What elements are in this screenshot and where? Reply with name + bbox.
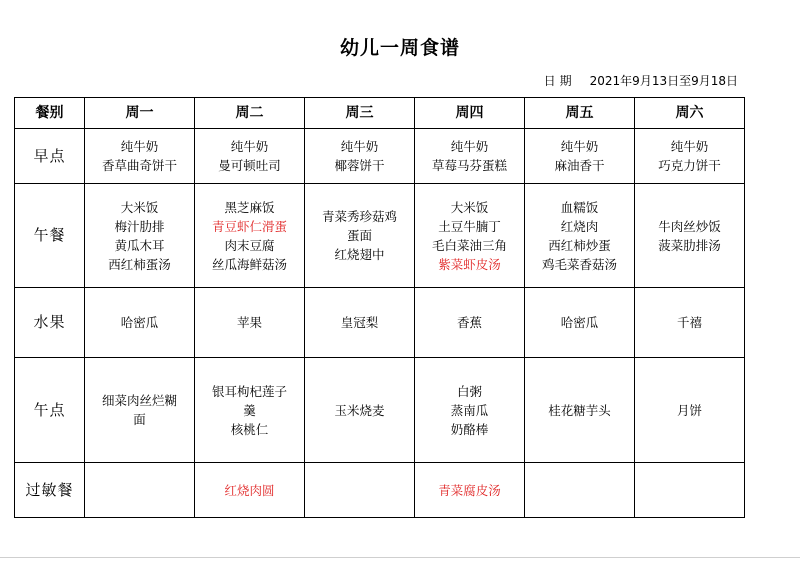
page-title: 幼儿一周食谱 xyxy=(339,37,460,59)
menu-item: 肉末豆腐 xyxy=(224,237,275,253)
menu-item: 银耳枸杞莲子 xyxy=(211,383,287,399)
menu-item: 青菜秀珍菇鸡 xyxy=(321,209,397,224)
menu-cell xyxy=(415,358,525,463)
menu-item: 纯牛奶 xyxy=(560,139,599,154)
menu-item: 纯牛奶 xyxy=(230,139,269,154)
menu-item: 土豆牛腩丁 xyxy=(438,218,501,234)
menu-item: 巧克力饼干 xyxy=(658,158,721,173)
meal-row-afternoon-snack xyxy=(15,358,745,463)
menu-item: 面 xyxy=(133,412,146,427)
menu-cell xyxy=(305,358,415,463)
menu-item: 千禧 xyxy=(676,315,702,330)
menu-cell xyxy=(525,184,635,288)
menu-item: 香蕉 xyxy=(456,315,482,330)
date-value: 2021年9月13日至9月18日 xyxy=(589,74,738,88)
menu-item: 黑芝麻饭 xyxy=(224,199,275,215)
menu-item: 蛋面 xyxy=(346,228,372,243)
menu-item: 玉米烧麦 xyxy=(334,402,385,418)
menu-cell xyxy=(635,463,745,518)
header-day-thu: 周四 xyxy=(415,98,525,129)
menu-item: 哈密瓜 xyxy=(120,315,159,330)
menu-item: 毛白菜油三角 xyxy=(431,237,507,253)
header-day-fri: 周五 xyxy=(525,98,635,129)
menu-cell xyxy=(195,463,305,518)
menu-item-highlighted: 红烧肉圆 xyxy=(224,482,275,498)
menu-item: 核桃仁 xyxy=(230,421,269,437)
menu-cell xyxy=(635,358,745,463)
menu-item: 细菜肉丝烂糊 xyxy=(101,393,177,408)
menu-item-highlighted: 紫菜虾皮汤 xyxy=(438,256,501,272)
date-line xyxy=(544,72,738,89)
menu-item: 月饼 xyxy=(676,402,702,418)
meal-category-label: 水果 xyxy=(15,288,85,358)
menu-item: 椰蓉饼干 xyxy=(334,158,385,173)
menu-item: 大米饭 xyxy=(450,199,489,215)
menu-cell xyxy=(305,463,415,518)
header-day-wed: 周三 xyxy=(305,98,415,129)
menu-cell xyxy=(415,129,525,184)
menu-cell xyxy=(195,288,305,358)
menu-cell xyxy=(635,288,745,358)
menu-item: 哈密瓜 xyxy=(560,315,599,330)
menu-item-highlighted: 青菜腐皮汤 xyxy=(438,482,501,498)
menu-item: 红烧肉 xyxy=(560,218,599,234)
menu-item: 大米饭 xyxy=(120,199,159,215)
menu-item: 西红柿蛋汤 xyxy=(108,256,171,272)
header-day-tue: 周二 xyxy=(195,98,305,129)
menu-cell xyxy=(525,288,635,358)
meal-row-lunch xyxy=(15,184,745,288)
menu-cell xyxy=(85,463,195,518)
menu-item: 纯牛奶 xyxy=(450,139,489,154)
menu-body xyxy=(15,129,745,518)
menu-item: 红烧翅中 xyxy=(334,247,385,262)
date-label: 日期 xyxy=(543,74,576,88)
menu-item: 蒸南瓜 xyxy=(450,402,489,418)
menu-item: 奶酪棒 xyxy=(450,421,489,437)
menu-item: 麻油香干 xyxy=(554,158,605,173)
menu-item: 苹果 xyxy=(236,315,262,330)
menu-item: 皇冠梨 xyxy=(340,315,379,330)
menu-item: 香草曲奇饼干 xyxy=(101,158,177,173)
menu-cell xyxy=(525,358,635,463)
menu-item: 白粥 xyxy=(456,383,482,399)
meal-row-allergy-meal xyxy=(15,463,745,518)
menu-cell xyxy=(195,129,305,184)
header-day-sat: 周六 xyxy=(635,98,745,129)
menu-cell xyxy=(85,358,195,463)
menu-cell xyxy=(635,129,745,184)
menu-item: 桂花糖芋头 xyxy=(548,402,611,418)
menu-cell xyxy=(305,129,415,184)
menu-cell xyxy=(415,184,525,288)
menu-cell xyxy=(415,288,525,358)
menu-cell xyxy=(305,288,415,358)
menu-item: 黄瓜木耳 xyxy=(114,237,165,253)
menu-cell xyxy=(195,358,305,463)
menu-cell xyxy=(305,184,415,288)
menu-cell xyxy=(525,463,635,518)
menu-item: 西红柿炒蛋 xyxy=(548,237,611,253)
meal-category-label: 午点 xyxy=(15,358,85,463)
meal-category-label: 午餐 xyxy=(15,184,85,288)
menu-item: 梅汁肋排 xyxy=(114,218,165,234)
menu-cell xyxy=(635,184,745,288)
menu-cell xyxy=(85,129,195,184)
weekly-menu-table xyxy=(14,97,745,518)
page-bottom-rule xyxy=(0,557,800,558)
menu-item: 菠菜肋排汤 xyxy=(658,237,721,253)
header-category: 餐别 xyxy=(15,98,85,129)
header-day-mon: 周一 xyxy=(85,98,195,129)
menu-item: 纯牛奶 xyxy=(340,139,379,154)
menu-item-highlighted: 青豆虾仁滑蛋 xyxy=(211,218,287,234)
menu-item: 曼可顿吐司 xyxy=(218,158,281,173)
header-row xyxy=(15,98,745,129)
meal-category-label: 早点 xyxy=(15,129,85,184)
menu-item: 羹 xyxy=(243,402,256,418)
menu-item: 纯牛奶 xyxy=(120,139,159,154)
menu-cell xyxy=(195,184,305,288)
menu-item: 丝瓜海鲜菇汤 xyxy=(211,256,287,272)
meal-category-label: 过敏餐 xyxy=(15,463,85,518)
menu-item: 血糯饭 xyxy=(560,199,599,215)
menu-cell xyxy=(525,129,635,184)
menu-item: 鸡毛菜香菇汤 xyxy=(541,256,617,272)
menu-cell xyxy=(85,288,195,358)
menu-cell xyxy=(85,184,195,288)
meal-row-fruit xyxy=(15,288,745,358)
menu-item: 牛肉丝炒饭 xyxy=(658,218,721,234)
menu-item: 纯牛奶 xyxy=(670,139,709,154)
menu-item: 草莓马芬蛋糕 xyxy=(431,158,507,173)
menu-cell xyxy=(415,463,525,518)
meal-row-breakfast xyxy=(15,129,745,184)
